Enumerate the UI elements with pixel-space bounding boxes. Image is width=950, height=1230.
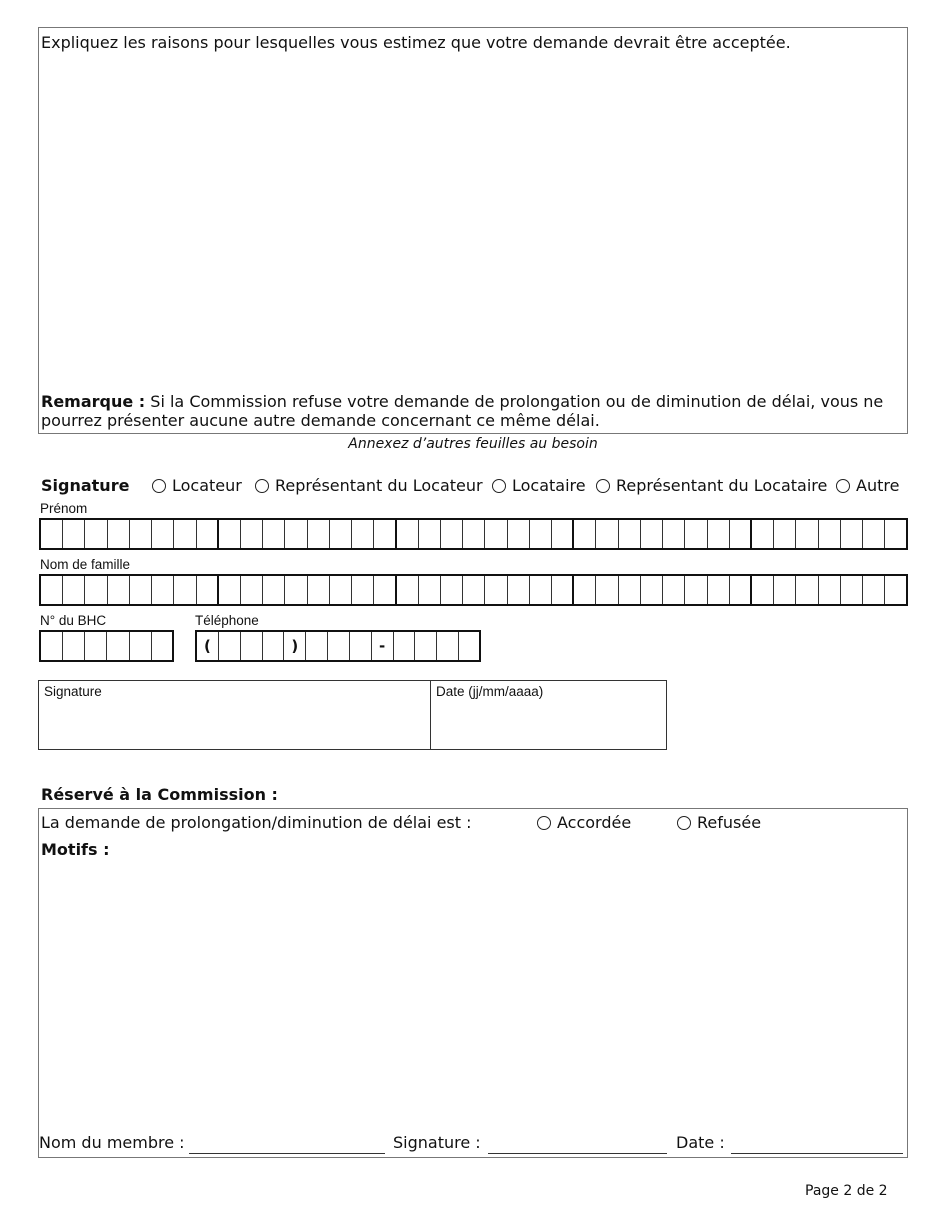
signature-date-box [38, 680, 667, 750]
radio-representant-locateur[interactable] [255, 476, 483, 495]
char-cell[interactable] [774, 520, 796, 548]
radio-circle-icon [596, 479, 610, 493]
commission-heading: Réservé à la Commission : [41, 785, 278, 804]
phone-cells[interactable] [195, 630, 481, 662]
member-label: Nom du membre : [39, 1133, 185, 1152]
char-cell[interactable] [419, 520, 441, 548]
char-cell[interactable] [130, 520, 152, 548]
radio-refusee[interactable] [677, 813, 761, 832]
radio-circle-icon [537, 816, 551, 830]
char-cell[interactable] [685, 520, 707, 548]
radio-circle-icon [152, 479, 166, 493]
commission-date-label: Date : [676, 1133, 725, 1152]
char-cell[interactable] [85, 576, 107, 604]
first-name-cells[interactable] [39, 518, 908, 550]
char-cell[interactable] [174, 520, 196, 548]
char-cell[interactable] [819, 520, 841, 548]
decision-text: La demande de prolongation/diminution de délai est : [41, 813, 472, 832]
char-cell[interactable] [415, 632, 437, 660]
member-line[interactable] [189, 1153, 385, 1154]
char-cell[interactable] [41, 576, 63, 604]
signature-field-label: Signature [44, 684, 102, 699]
char-cell[interactable] [241, 576, 263, 604]
char-cell[interactable] [574, 576, 596, 604]
char-cell[interactable] [85, 520, 107, 548]
char-cell[interactable] [419, 576, 441, 604]
radio-label: Locateur [172, 476, 242, 495]
radio-circle-icon [677, 816, 691, 830]
char-cell[interactable] [730, 576, 752, 604]
char-cell[interactable] [641, 576, 663, 604]
char-cell[interactable] [752, 520, 774, 548]
radio-circle-icon [836, 479, 850, 493]
commission-date-line[interactable] [731, 1153, 903, 1154]
char-cell[interactable] [463, 520, 485, 548]
remark-label: Remarque : [41, 392, 146, 411]
phone-separator: ( [197, 632, 219, 660]
char-cell[interactable] [174, 576, 196, 604]
char-cell[interactable] [574, 520, 596, 548]
char-cell[interactable] [819, 576, 841, 604]
annex-note: Annexez d’autres feuilles au besoin [348, 436, 598, 452]
radio-circle-icon [255, 479, 269, 493]
char-cell[interactable] [841, 520, 863, 548]
signature-heading: Signature [41, 476, 130, 495]
motifs-area[interactable] [41, 861, 903, 1126]
char-cell[interactable] [263, 576, 285, 604]
char-cell[interactable] [285, 520, 307, 548]
char-cell[interactable] [350, 632, 372, 660]
last-name-cells[interactable] [39, 574, 908, 606]
char-cell[interactable] [330, 520, 352, 548]
char-cell[interactable] [485, 576, 507, 604]
char-cell[interactable] [441, 576, 463, 604]
char-cell[interactable] [394, 632, 416, 660]
remark [41, 392, 903, 430]
char-cell[interactable] [841, 576, 863, 604]
page-number: Page 2 de 2 [805, 1183, 888, 1199]
radio-autre[interactable] [836, 476, 899, 495]
char-cell[interactable] [63, 632, 85, 660]
char-cell[interactable] [219, 520, 241, 548]
explanation-prompt: Expliquez les raisons pour lesquelles vous estimez que votre demande devrait être acceptée. [41, 33, 791, 52]
char-cell[interactable] [308, 520, 330, 548]
char-cell[interactable] [463, 576, 485, 604]
char-cell[interactable] [485, 520, 507, 548]
radio-label: Représentant du Locateur [275, 476, 483, 495]
char-cell[interactable] [197, 520, 219, 548]
radio-label: Refusée [697, 813, 762, 832]
bhc-cells[interactable] [39, 630, 174, 662]
char-cell[interactable] [263, 632, 285, 660]
char-cell[interactable] [863, 520, 885, 548]
commission-signature-label: Signature : [393, 1133, 481, 1152]
phone-separator: - [372, 632, 394, 660]
radio-locataire[interactable] [492, 476, 586, 495]
char-cell[interactable] [663, 520, 685, 548]
motifs-label: Motifs : [41, 840, 110, 859]
char-cell[interactable] [530, 520, 552, 548]
char-cell[interactable] [108, 520, 130, 548]
char-cell[interactable] [596, 576, 618, 604]
char-cell[interactable] [552, 576, 574, 604]
char-cell[interactable] [63, 576, 85, 604]
char-cell[interactable] [459, 632, 481, 660]
char-cell[interactable] [107, 632, 129, 660]
char-cell[interactable] [796, 576, 818, 604]
radio-label: Représentant du Locataire [616, 476, 828, 495]
radio-circle-icon [492, 479, 506, 493]
char-cell[interactable] [330, 576, 352, 604]
last-name-label: Nom de famille [40, 557, 131, 572]
char-cell[interactable] [552, 520, 574, 548]
char-cell[interactable] [641, 520, 663, 548]
char-cell[interactable] [796, 520, 818, 548]
char-cell[interactable] [241, 632, 263, 660]
char-cell[interactable] [374, 520, 396, 548]
char-cell[interactable] [508, 520, 530, 548]
char-cell[interactable] [130, 576, 152, 604]
char-cell[interactable] [619, 576, 641, 604]
char-cell[interactable] [619, 520, 641, 548]
radio-label: Accordée [557, 813, 632, 832]
char-cell[interactable] [219, 632, 241, 660]
phone-label: Téléphone [195, 613, 259, 628]
char-cell[interactable] [774, 576, 796, 604]
char-cell[interactable] [663, 576, 685, 604]
char-cell[interactable] [152, 576, 174, 604]
char-cell[interactable] [152, 520, 174, 548]
char-cell[interactable] [530, 576, 552, 604]
char-cell[interactable] [508, 576, 530, 604]
char-cell[interactable] [63, 520, 85, 548]
char-cell[interactable] [685, 576, 707, 604]
char-cell[interactable] [328, 632, 350, 660]
radio-representant-locataire[interactable] [596, 476, 827, 495]
char-cell[interactable] [437, 632, 459, 660]
radio-accordee[interactable] [537, 813, 631, 832]
radio-locateur[interactable] [152, 476, 242, 495]
remark-text: Si la Commission refuse votre demande de prolongation ou de diminution de délai, vous ne pourrez présenter aucune autre demande concernant ce même délai. [41, 392, 884, 430]
commission-box [38, 808, 908, 1158]
char-cell[interactable] [130, 632, 152, 660]
char-cell[interactable] [263, 520, 285, 548]
date-field[interactable] [431, 701, 666, 749]
char-cell[interactable] [441, 520, 463, 548]
char-cell[interactable] [306, 632, 328, 660]
char-cell[interactable] [85, 632, 107, 660]
char-cell[interactable] [108, 576, 130, 604]
char-cell[interactable] [308, 576, 330, 604]
char-cell[interactable] [596, 520, 618, 548]
char-cell[interactable] [197, 576, 219, 604]
radio-label: Locataire [512, 476, 586, 495]
char-cell[interactable] [41, 520, 63, 548]
signature-field[interactable] [39, 701, 429, 749]
char-cell[interactable] [352, 520, 374, 548]
char-cell[interactable] [285, 576, 307, 604]
char-cell[interactable] [708, 520, 730, 548]
char-cell[interactable] [885, 576, 907, 604]
char-cell[interactable] [152, 632, 174, 660]
char-cell[interactable] [708, 576, 730, 604]
commission-signature-line[interactable] [488, 1153, 667, 1154]
char-cell[interactable] [885, 520, 907, 548]
char-cell[interactable] [219, 576, 241, 604]
date-field-label: Date (jj/mm/aaaa) [436, 684, 544, 699]
bhc-label: N° du BHC [40, 613, 107, 628]
char-cell[interactable] [752, 576, 774, 604]
char-cell[interactable] [352, 576, 374, 604]
char-cell[interactable] [397, 576, 419, 604]
radio-label: Autre [856, 476, 900, 495]
phone-separator: ) [284, 632, 306, 660]
char-cell[interactable] [397, 520, 419, 548]
char-cell[interactable] [730, 520, 752, 548]
first-name-label: Prénom [40, 501, 88, 516]
explanation-box[interactable] [38, 27, 908, 434]
char-cell[interactable] [41, 632, 63, 660]
char-cell[interactable] [241, 520, 263, 548]
char-cell[interactable] [863, 576, 885, 604]
char-cell[interactable] [374, 576, 396, 604]
